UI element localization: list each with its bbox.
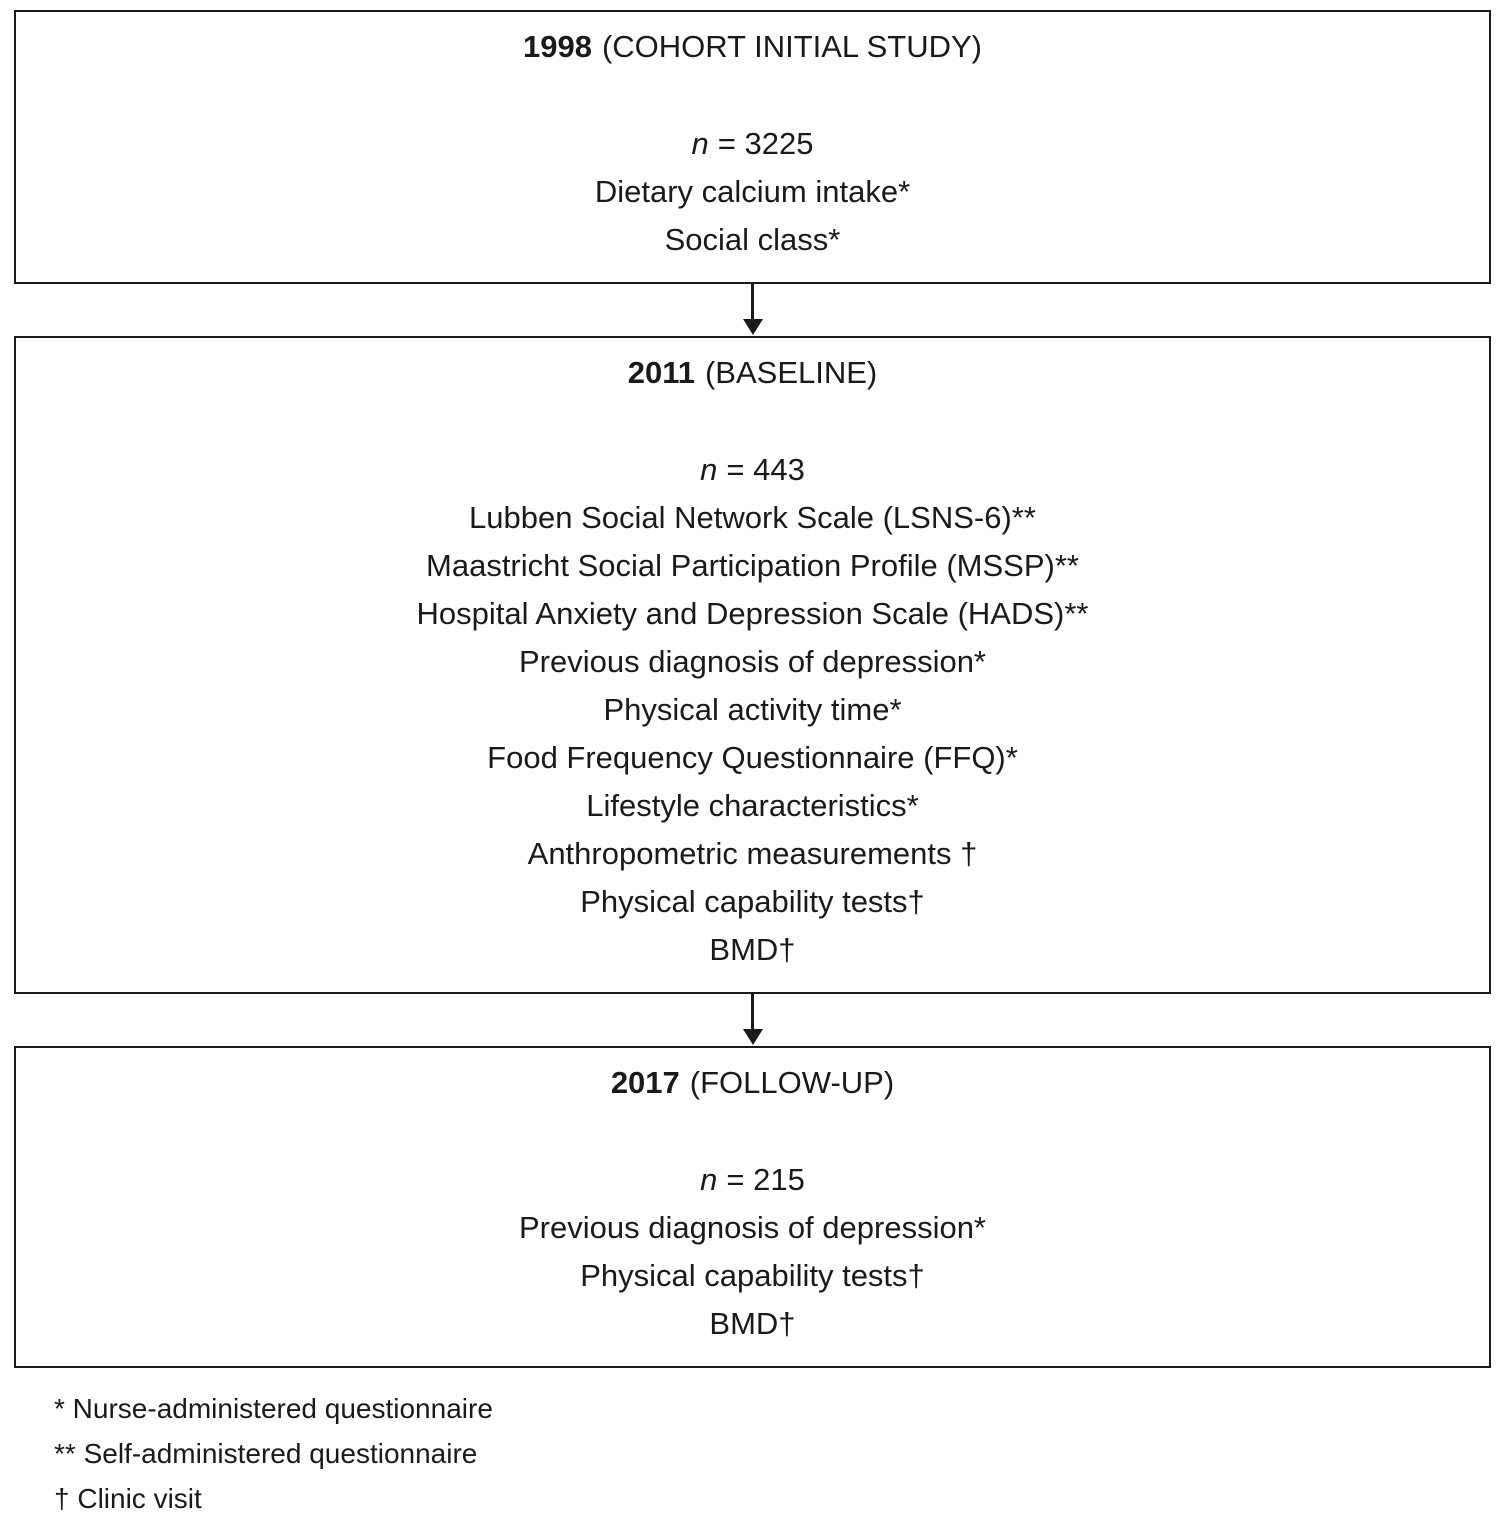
measure-item: Physical capability tests† (580, 884, 925, 919)
footnote-nurse-administered: * Nurse-administered questionnaire (54, 1393, 493, 1424)
box-2011-baseline (14, 336, 1491, 994)
box-1998-sample-size (26, 120, 1479, 168)
measure-item: Hospital Anxiety and Depression Scale (HADS)** (416, 596, 1089, 631)
footnote-clinic-visit: † Clinic visit (54, 1483, 202, 1514)
box-2017-followup (14, 1046, 1491, 1368)
n-symbol: n (700, 1162, 718, 1197)
box-1998-cohort (14, 10, 1491, 284)
measure-item: Lifestyle characteristics* (586, 788, 919, 823)
arrow-head-icon (743, 1029, 763, 1045)
measure-item: Social class* (664, 222, 841, 257)
box-2011-title (26, 352, 1479, 394)
measure-item: Physical activity time* (603, 692, 902, 727)
arrow-2011-to-2017 (14, 994, 1491, 1046)
arrow-1998-to-2011 (14, 284, 1491, 336)
arrow-head-icon (743, 319, 763, 335)
measure-item: Maastricht Social Participation Profile (MSSP)** (426, 548, 1079, 583)
footnotes (14, 1368, 1491, 1521)
n-value: = 3225 (717, 126, 814, 161)
box-2017-year: 2017 (610, 1065, 680, 1100)
measure-item: Anthropometric measurements † (527, 836, 978, 871)
measure-item: Dietary calcium intake* (594, 174, 911, 209)
measure-item: Previous diagnosis of depression* (519, 644, 986, 679)
box-2011-title-rest: (BASELINE) (704, 355, 878, 390)
measure-item: BMD† (709, 1306, 796, 1341)
arrow-stem (751, 284, 754, 319)
n-symbol: n (700, 452, 718, 487)
measure-item: Previous diagnosis of depression* (519, 1210, 986, 1245)
box-2011-sample-size (26, 446, 1479, 494)
box-2011-year: 2011 (627, 355, 695, 390)
n-symbol: n (691, 126, 709, 161)
measure-item: BMD† (709, 932, 796, 967)
box-2017-sample-size (26, 1156, 1479, 1204)
box-2017-title (26, 1062, 1479, 1104)
n-value: = 443 (726, 452, 805, 487)
measure-item: Physical capability tests† (580, 1258, 925, 1293)
measure-item: Lubben Social Network Scale (LSNS-6)** (469, 500, 1036, 535)
box-1998-title (26, 26, 1479, 68)
arrow-stem (751, 994, 754, 1029)
footnote-self-administered: ** Self-administered questionnaire (54, 1438, 478, 1469)
box-1998-year: 1998 (522, 29, 592, 64)
n-value: = 215 (726, 1162, 805, 1197)
box-2017-title-rest: (FOLLOW-UP) (689, 1065, 895, 1100)
box-1998-title-rest: (COHORT INITIAL STUDY) (601, 29, 983, 64)
measure-item: Food Frequency Questionnaire (FFQ)* (487, 740, 1018, 775)
